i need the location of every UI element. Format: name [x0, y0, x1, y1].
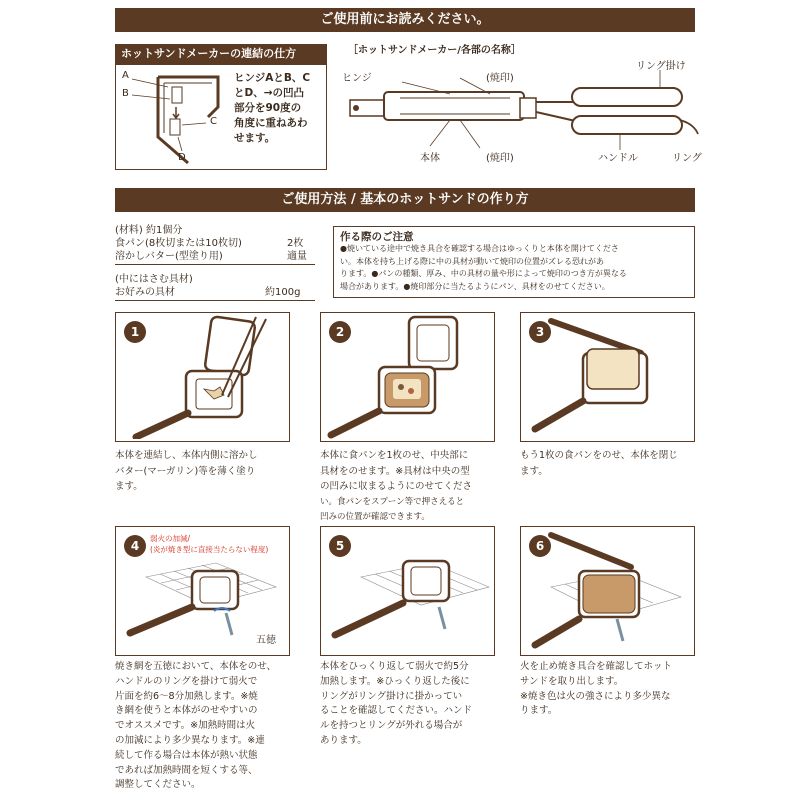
filling-heading: (中にはさむ具材): [115, 274, 193, 285]
step-number: 2: [329, 321, 351, 343]
step-number: 3: [529, 321, 551, 343]
label-d: D: [178, 152, 186, 163]
ingredients-panel: [115, 224, 315, 301]
step-number: 5: [329, 535, 351, 557]
step-3-caption: もう1枚の食パンをのせ、本体を閉じ ます。: [520, 450, 678, 477]
step-5-illustration: [320, 526, 495, 656]
step-3-illustration: [520, 312, 695, 442]
stand-label: 五徳: [256, 635, 276, 646]
usage-section-bar: ご使用方法 / 基本のホットサンドの作り方: [115, 188, 695, 212]
caution-box: [333, 226, 695, 298]
filling-row: お好みの具材 約100g: [115, 286, 315, 301]
connect-panel: [115, 64, 327, 170]
step-5-caption: 本体をひっくり返して弱火で約5分 加熱します。※ひっくり返した後に リングがリング掛けに掛かってい ることを確認してください。ハンド ルを持つとリングが外れる場合が あります。: [320, 661, 473, 746]
step-number: 6: [529, 535, 551, 557]
label-ring: リング: [672, 153, 702, 164]
step-4-caption: 焼き網を五徳において、本体をのせ、 ハンドルのリングを掛けて弱火で 片面を約6～8分加熱します。※焼 き網を使うと本体がのせやすいの でオススメです。※加熱時間は火 の加減により多少異なります。※連 続して作る場合は本体が熱い状態 であれば加熱時間を短くする等、 調整してください。: [115, 661, 277, 791]
ingredient-row: 溶かしバター(型塗り用) 適量: [115, 250, 315, 265]
parts-diagram: [340, 60, 700, 170]
label-hinge: ヒンジ: [342, 73, 372, 84]
step-2-caption: 本体に食パンを1枚のせ、中央部に 具材をのせます。※具材は中央の型 の凹みに収まるようにのせてくださ い。食パンをスプーン等で押さえると 凹みの位置が確認できます。: [320, 450, 473, 522]
heat-note: 弱火の加減/ (炎が焼き型に直接当たらない程度): [150, 534, 269, 554]
step-4-illustration: [115, 526, 290, 656]
label-body: 本体: [420, 153, 440, 164]
step-1-caption: 本体を連結し、本体内側に溶かし バター(マーガリン)等を薄く塗り ます。: [115, 450, 258, 492]
step-number: 1: [124, 321, 146, 343]
step-6-caption: 火を止め焼き具合を確認してホット サンドを取り出します。 ※焼き色は火の強さにより多少異な ります。: [520, 661, 673, 717]
step-number: 4: [124, 535, 146, 557]
step-6-illustration: [520, 526, 695, 656]
ingredient-row: 食パン(8枚切または10枚切) 2枚: [115, 238, 304, 249]
label-ring-hook: リング掛け: [636, 61, 686, 72]
label-c: C: [210, 116, 217, 127]
label-a: A: [122, 70, 129, 81]
step-1-illustration: [115, 312, 290, 442]
ingredients-heading: (材料) 約1個分: [115, 225, 183, 236]
label-b: B: [122, 88, 129, 99]
parts-title: ［ホットサンドメーカー/各部の名称］: [348, 45, 521, 56]
label-handle: ハンドル: [598, 153, 638, 164]
connect-title: ホットサンドメーカーの連結の仕方: [115, 44, 327, 64]
step-2-illustration: [320, 312, 495, 442]
caution-title: 作る際のご注意: [340, 231, 414, 243]
connect-text: ヒンジAとB、C とD、→の凹凸 部分を90度の 角度に重ねあわ せます。: [234, 72, 311, 144]
top-section-bar: ご使用前にお読みください。: [115, 8, 695, 32]
caution-text: ●焼いている途中で焼き具合を確認する場合はゆっくりと本体を開けてくださ い。本体を持ち上げる際に中の具材が動いて焼印の位置がズレる恐れがあ ります。●パンの種類、厚み、中の具材の量や形によって焼印のつき方が異なる 場合があります。●焼印部分に当たるようにパン、具材をのせてください。: [340, 244, 627, 291]
label-brand-top: (焼印): [486, 73, 514, 84]
label-brand-bottom: (焼印): [486, 153, 514, 164]
